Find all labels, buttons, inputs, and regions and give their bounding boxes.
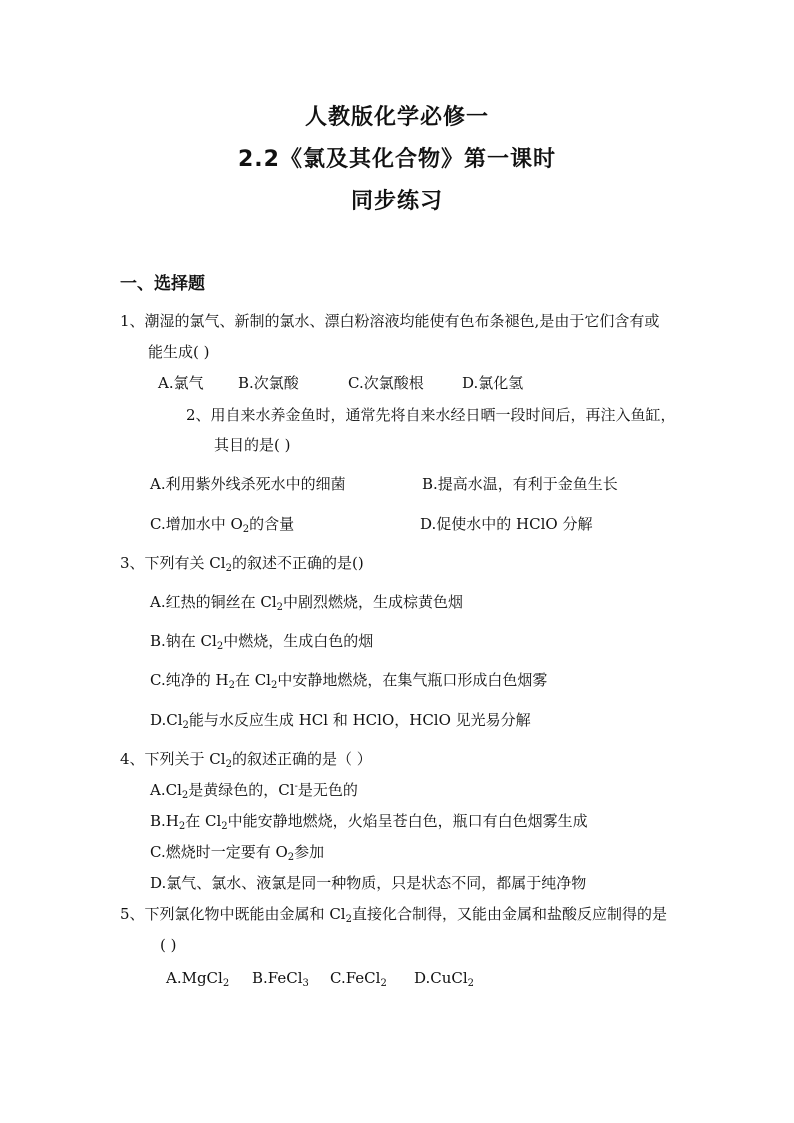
- q5-option-a: A.MgCl$_2$: [166, 969, 230, 989]
- q5-stem-line1: 5、下列氯化物中既能由金属和 $Cl_2$直接化合制得，又能由金属和盐酸反应制得的是: [120, 905, 667, 925]
- q1-stem-line2: 能生成( ): [148, 343, 210, 361]
- q3-option-b: B.钠在 $Cl_2$中燃烧，生成白色的烟: [150, 632, 374, 652]
- q2-stem-line1: 2、用自来水养金鱼时，通常先将自来水经日晒一段时间后，再注入鱼缸，: [186, 406, 676, 424]
- q4-option-c: C.燃烧时一定要有 $O_2$参加: [150, 843, 325, 863]
- q1-option-c: C.次氯酸根: [348, 374, 424, 392]
- q5-stem-line2: ( ): [160, 936, 177, 954]
- q5-option-b: B.FeCl$_3$: [252, 969, 309, 989]
- q3-option-a: A.红热的铜丝在 $Cl_2$中剧烈燃烧，生成棕黄色烟: [150, 593, 464, 613]
- q1-option-d: D.氯化氢: [462, 374, 524, 392]
- q2-stem-line2: 其目的是( ): [214, 436, 291, 454]
- q4-option-a: $A.Cl_2$是黄绿色的，Cl-是无色的: [150, 781, 358, 801]
- q4-option-b: $B.H_2$在 $Cl_2$中能安静地燃烧，火焰呈苍白色，瓶口有白色烟雾生成: [150, 812, 588, 832]
- q2-option-b: B.提高水温，有利于金鱼生长: [422, 475, 618, 493]
- q1-option-a: A.氯气: [158, 374, 204, 392]
- doc-title-line2: 2.2《氯及其化合物》第一课时: [238, 147, 556, 172]
- q1-option-b: B.次氯酸: [238, 374, 299, 392]
- q4-option-d: D.氯气、氯水、液氯是同一种物质，只是状态不同，都属于纯净物: [150, 874, 587, 892]
- q5-option-c: C.FeCl$_2$: [330, 969, 387, 989]
- q2-option-c: C.增加水中 $O_2$的含量: [150, 515, 295, 535]
- section-heading: 一、选择题: [120, 274, 205, 294]
- q3-stem: 3、下列有关 $Cl_2$的叙述不正确的是(): [120, 554, 364, 574]
- doc-title-line1: 人教版化学必修一: [304, 105, 489, 130]
- q2-option-d: D.促使水中的 HClO 分解: [420, 515, 593, 533]
- doc-title-line3: 同步练习: [350, 189, 443, 214]
- q5-option-d: D.CuCl$_2$: [414, 969, 475, 989]
- q3-option-d: $D.Cl_2$能与水反应生成 HCl 和 HClO，HClO 见光易分解: [150, 711, 531, 731]
- q1-stem-line1: 1、潮湿的氯气、新制的氯水、漂白粉溶液均能使有色布条褪色,是由于它们含有或: [120, 312, 660, 330]
- q2-option-a: A.利用紫外线杀死水中的细菌: [150, 475, 346, 493]
- q4-stem: 4、下列关于 $Cl_2$的叙述正确的是（ ）: [120, 750, 372, 770]
- q3-option-c: C.纯净的 $H_2$在 $Cl_2$中安静地燃烧，在集气瓶口形成白色烟雾: [150, 671, 548, 691]
